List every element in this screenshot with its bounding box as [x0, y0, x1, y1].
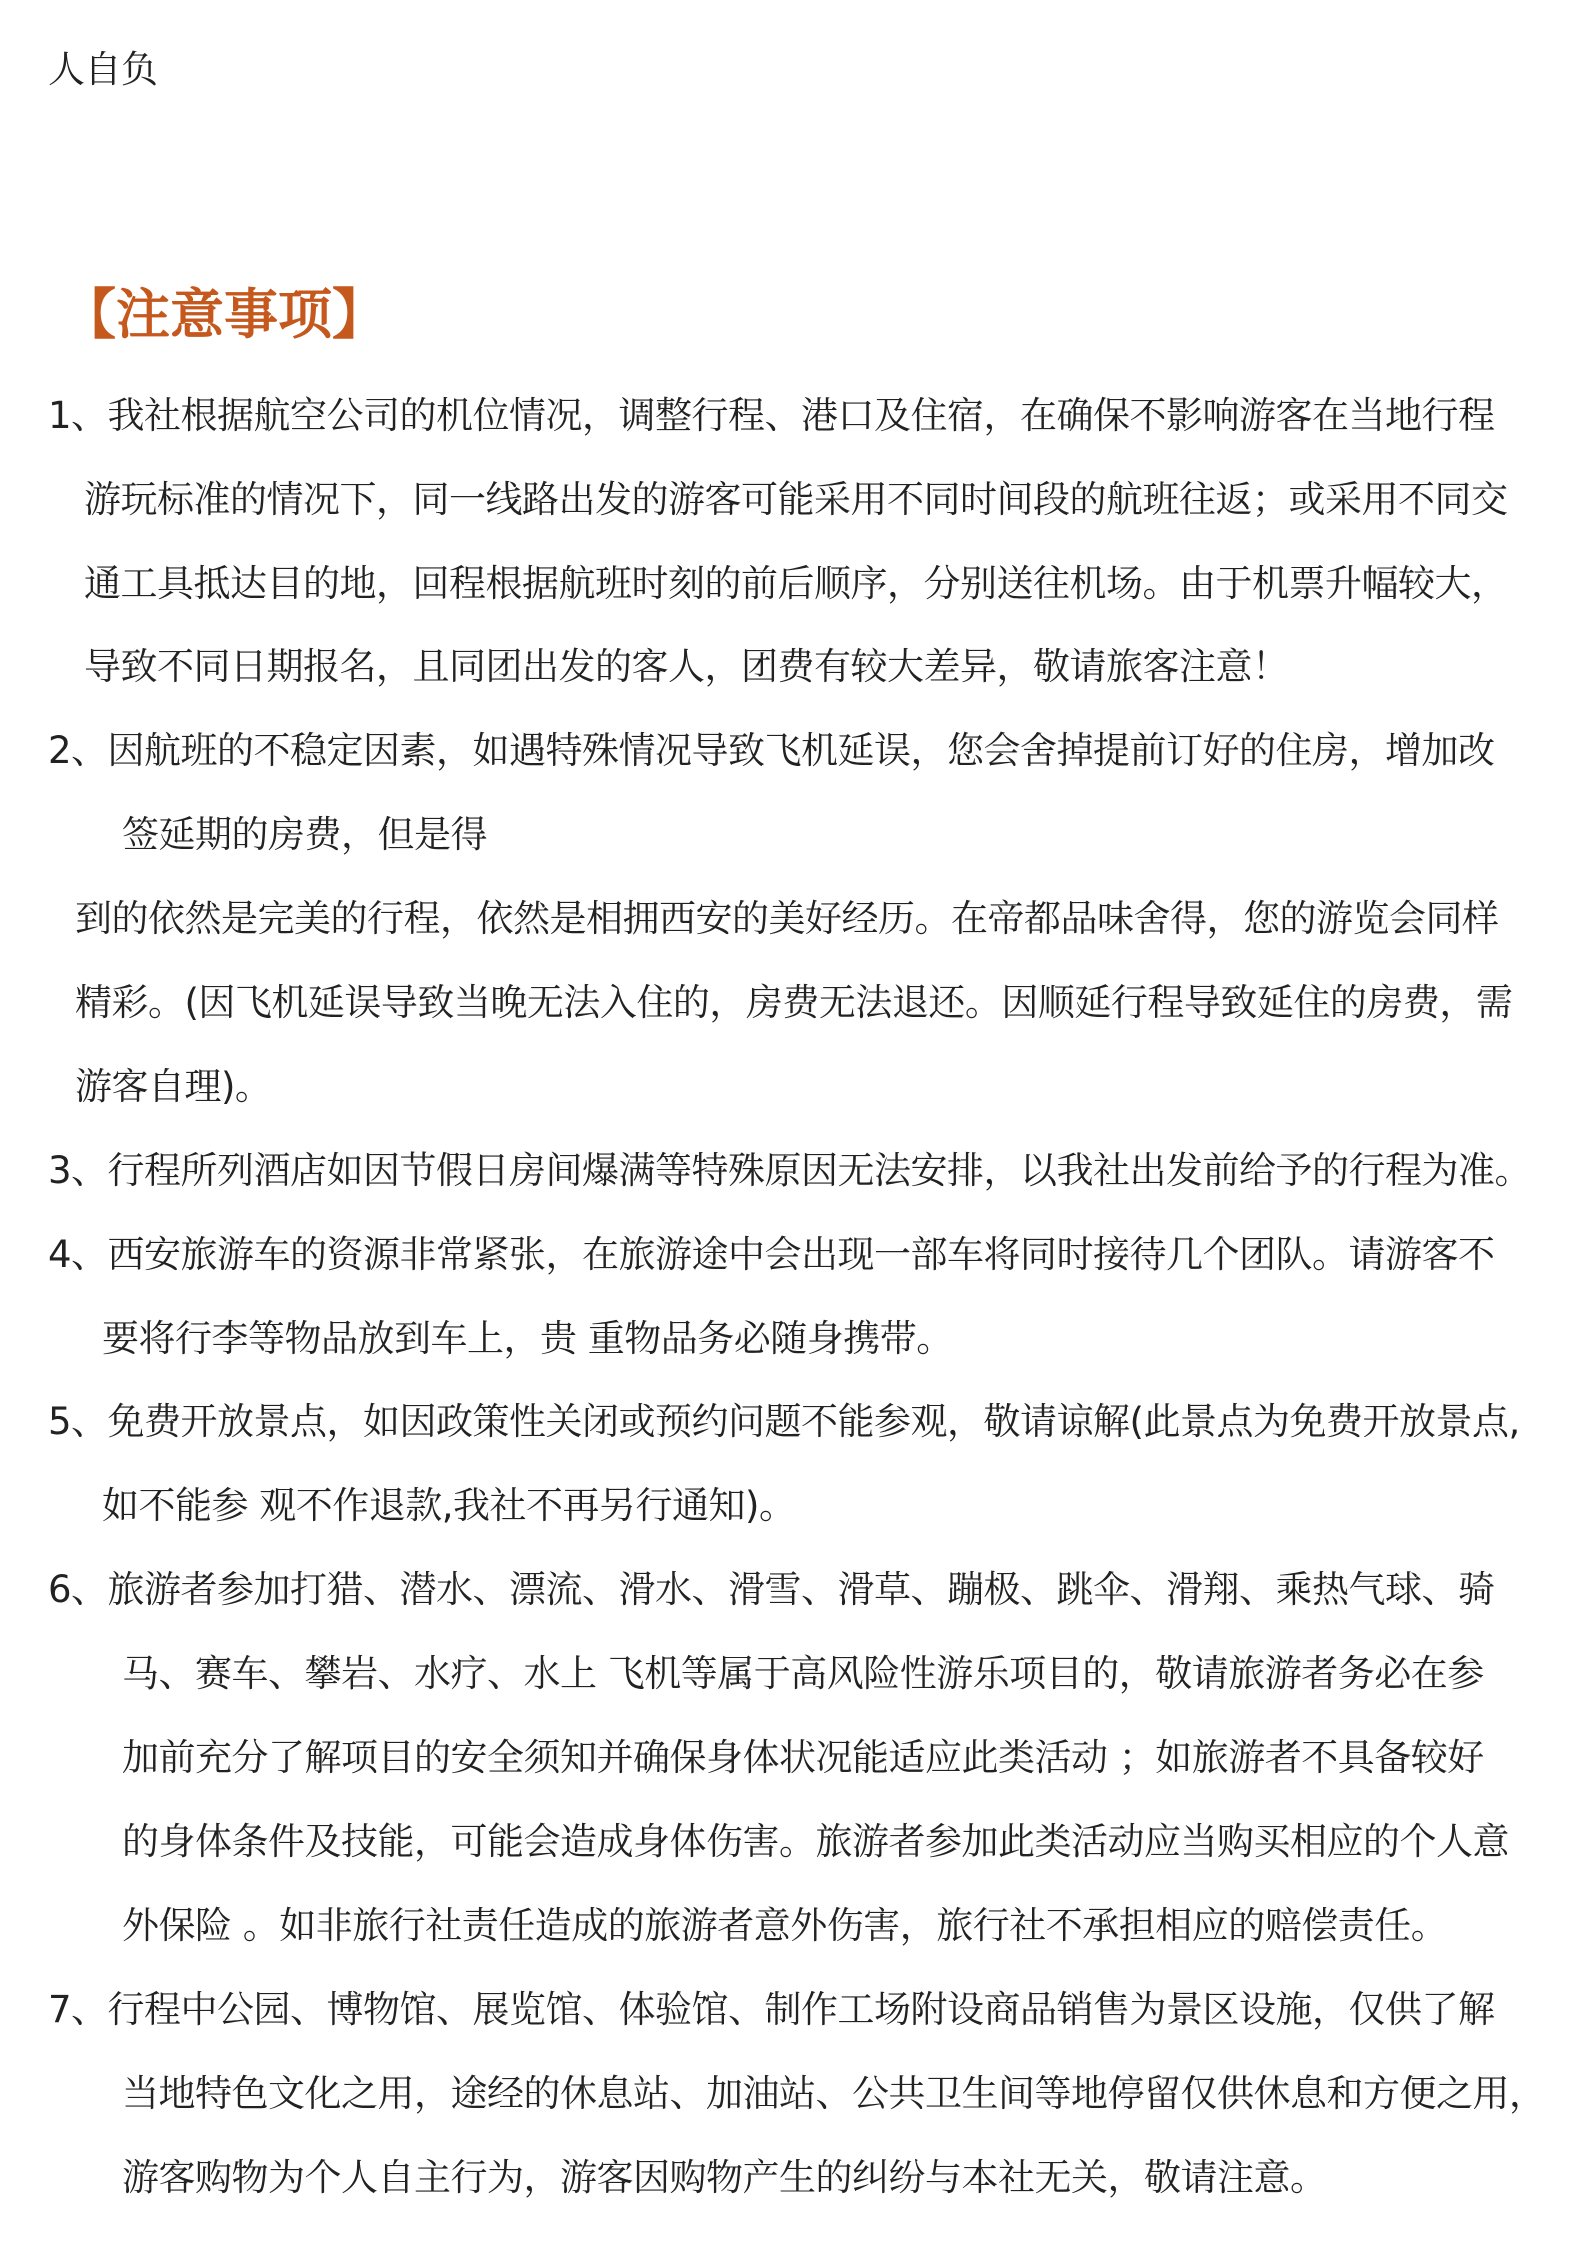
notice-line: 如不能参 观不作退款,我社不再另行通知)。	[102, 1484, 796, 1527]
notice-line: 游客自理)。	[75, 1065, 272, 1108]
notice-line: 6、旅游者参加打猎、潜水、漂流、滑水、滑雪、滑草、蹦极、跳伞、滑翔、乘热气球、骑	[48, 1568, 1495, 1611]
notice-line: 加前充分了解项目的安全须知并确保身体状况能适应此类活动 ；如旅游者不具备较好	[122, 1736, 1484, 1779]
notice-line: 2、因航班的不稳定因素，如遇特殊情况导致飞机延误，您会舍掉提前订好的住房，增加改	[48, 729, 1495, 772]
notice-line: 4、西安旅游车的资源非常紧张，在旅游途中会出现一部车将同时接待几个团队。请游客不	[48, 1233, 1495, 1276]
notice-line: 签延期的房费，但是得	[122, 813, 487, 856]
notice-line: 3、行程所列酒店如因节假日房间爆满等特殊原因无法安排，以我社出发前给予的行程为准。	[48, 1149, 1532, 1192]
notice-line: 7、行程中公园、博物馆、展览馆、体验馆、制作工场附设商品销售为景区设施，仅供了解	[48, 1988, 1495, 2031]
notice-line: 当地特色文化之用，途经的休息站、加油站、公共卫生间等地停留仅供休息和方便之用，	[122, 2072, 1546, 2115]
notice-line: 要将行李等物品放到车上，贵 重物品务必随身携带。	[102, 1317, 953, 1360]
section-heading: 【注意事项】	[62, 283, 386, 346]
notice-line: 马、赛车、攀岩、水疗、水上 飞机等属于高风险性游乐项目的，敬请旅游者务必在参	[122, 1652, 1484, 1695]
notice-line: 的身体条件及技能，可能会造成身体伤害。旅游者参加此类活动应当购买相应的个人意	[122, 1820, 1509, 1863]
notice-line: 5、免费开放景点，如因政策性关闭或预约问题不能参观，敬请谅解(此景点为免费开放景点,	[48, 1400, 1520, 1443]
notice-line: 到的依然是完美的行程，依然是相拥西安的美好经历。在帝都品味舍得，您的游览会同样	[75, 897, 1499, 940]
top-fragment-text: 人自负	[48, 48, 158, 91]
notice-line: 精彩。(因飞机延误导致当晚无法入住的，房费无法退还。因顺延行程导致延住的房费，需	[75, 981, 1513, 1024]
notice-line: 1、我社根据航空公司的机位情况，调整行程、港口及住宿，在确保不影响游客在当地行程	[48, 394, 1495, 437]
notice-line: 导致不同日期报名，且同团出发的客人，团费有较大差异，敬请旅客注意！	[84, 645, 1289, 688]
notice-line: 通工具抵达目的地，回程根据航班时刻的前后顺序，分别送往机场。由于机票升幅较大，	[84, 562, 1508, 605]
notice-line: 游玩标准的情况下，同一线路出发的游客可能采用不同时间段的航班往返；或采用不同交	[84, 478, 1508, 521]
notice-line: 外保险 。如非旅行社责任造成的旅游者意外伤害，旅行社不承担相应的赔偿责任。	[122, 1904, 1448, 1947]
notice-line: 游客购物为个人自主行为，游客因购物产生的纠纷与本社无关，敬请注意。	[122, 2156, 1327, 2199]
